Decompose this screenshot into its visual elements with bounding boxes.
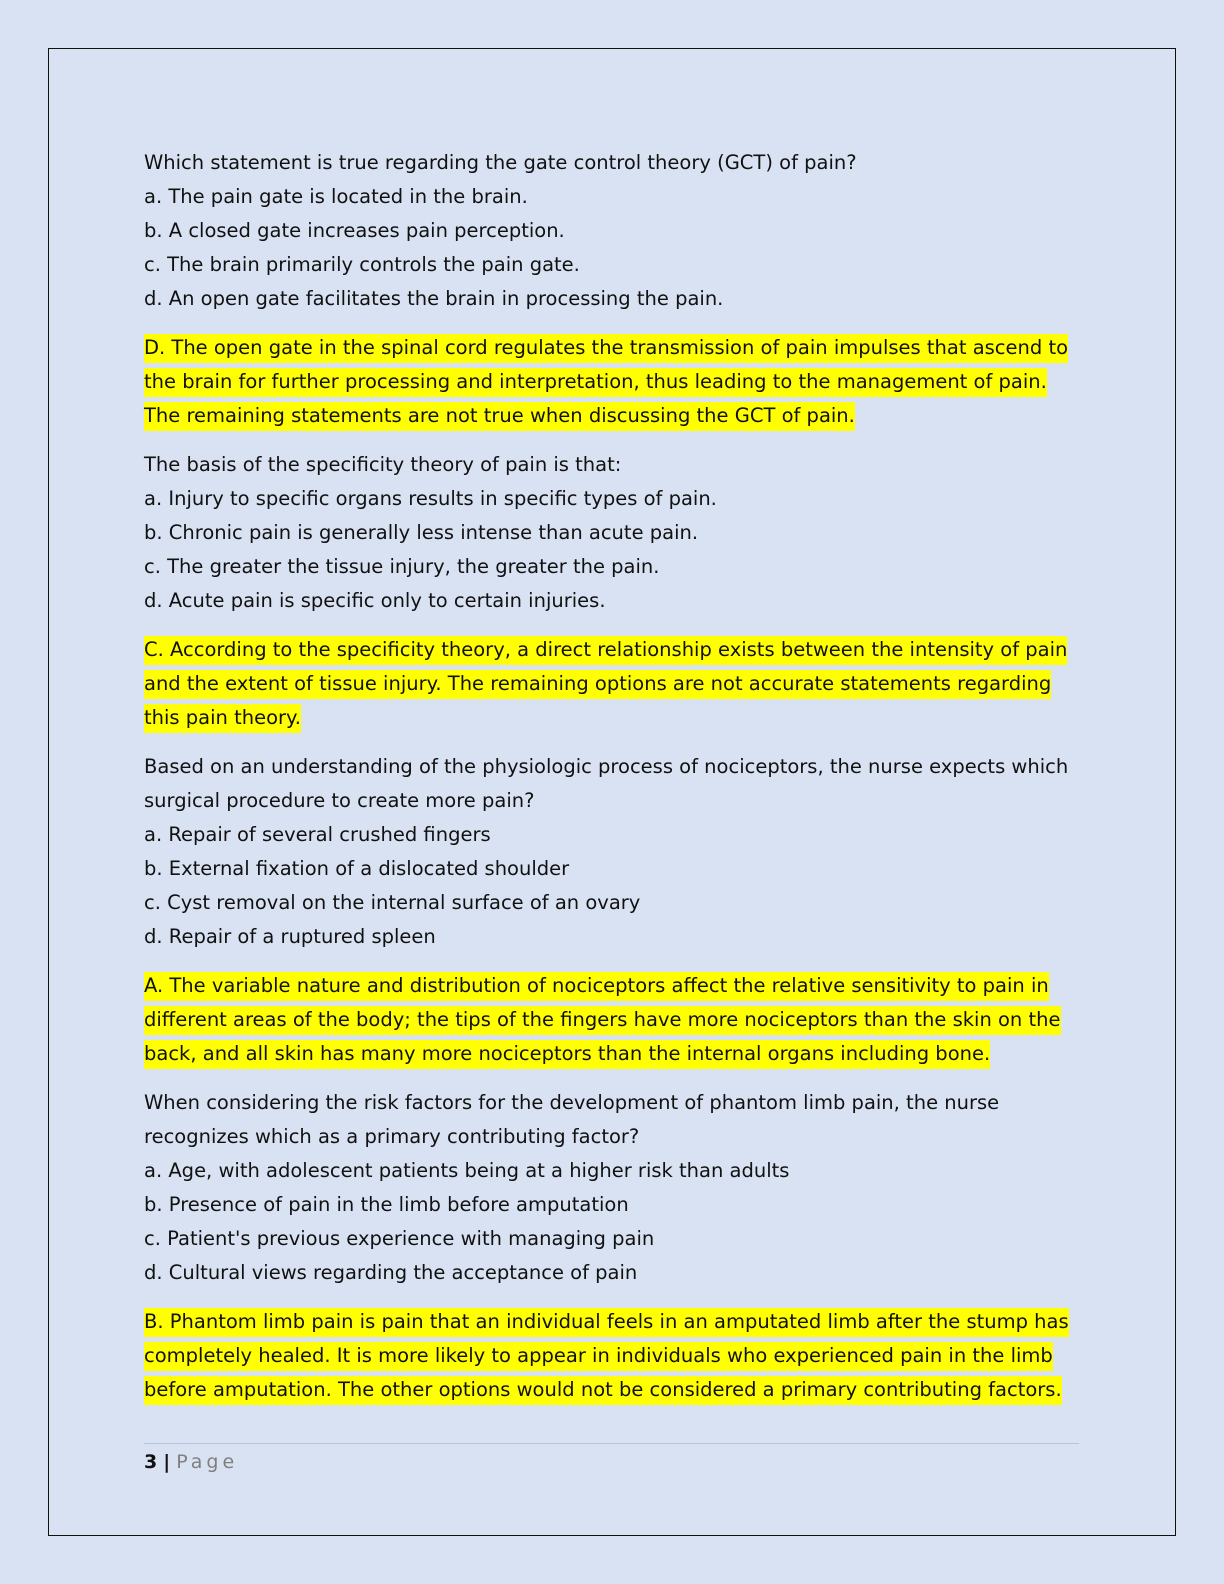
- answer-line: D. The open gate in the spinal cord regulates the transmission of pain impulses that ascend to: [144, 334, 1068, 363]
- question-stem: When considering the risk factors for the development of phantom limb pain, the nurse: [144, 1091, 1000, 1114]
- answer-line: this pain theory.: [144, 704, 301, 733]
- option-b: b. A closed gate increases pain perception.: [144, 219, 565, 242]
- option-a: a. Repair of several crushed fingers: [144, 823, 491, 846]
- option-d: d. An open gate facilitates the brain in processing the pain.: [144, 287, 724, 310]
- question-stem: Based on an understanding of the physiologic process of nociceptors, the nurse expects which: [144, 755, 1069, 778]
- answer-line: back, and all skin has many more nociceptors than the internal organs including bone.: [144, 1040, 990, 1069]
- question-stem-continued: surgical procedure to create more pain?: [144, 789, 535, 812]
- page-label: Page: [176, 1451, 239, 1473]
- answer-block: [144, 969, 1079, 1071]
- question-stem: The basis of the specificity theory of pain is that:: [144, 453, 622, 476]
- answer-line: A. The variable nature and distribution of nociceptors affect the relative sensitivity to pain in: [144, 972, 1049, 1001]
- option-b: b. Chronic pain is generally less intense than acute pain.: [144, 521, 699, 544]
- option-c: c. Patient's previous experience with managing pain: [144, 1227, 655, 1250]
- question-stem-continued: recognizes which as a primary contributing factor?: [144, 1125, 640, 1148]
- answer-block: [144, 331, 1079, 433]
- answer-line: The remaining statements are not true when discussing the GCT of pain.: [144, 402, 855, 431]
- page-footer: [144, 1448, 1079, 1476]
- answer-block: [144, 633, 1079, 735]
- option-b: b. Presence of pain in the limb before amputation: [144, 1193, 629, 1216]
- option-d: d. Acute pain is specific only to certain injuries.: [144, 589, 606, 612]
- answer-line: completely healed. It is more likely to appear in individuals who experienced pain in the limb: [144, 1342, 1053, 1371]
- question-block: [144, 146, 1079, 316]
- option-a: a. The pain gate is located in the brain.: [144, 185, 528, 208]
- option-b: b. External fixation of a dislocated shoulder: [144, 857, 570, 880]
- question-block: [144, 448, 1079, 618]
- option-a: a. Injury to specific organs results in specific types of pain.: [144, 487, 717, 510]
- answer-block: [144, 1305, 1079, 1407]
- option-a: a. Age, with adolescent patients being at a higher risk than adults: [144, 1159, 790, 1182]
- footer-divider: [144, 1443, 1079, 1444]
- question-block: [144, 750, 1079, 954]
- footer-separator: |: [163, 1451, 171, 1473]
- answer-line: B. Phantom limb pain is pain that an individual feels in an amputated limb after the stump has: [144, 1308, 1069, 1337]
- page-number: 3: [144, 1451, 158, 1473]
- option-c: c. The greater the tissue injury, the greater the pain.: [144, 555, 660, 578]
- answer-line: and the extent of tissue injury. The remaining options are not accurate statements regarding: [144, 670, 1051, 699]
- answer-line: different areas of the body; the tips of the fingers have more nociceptors than the skin on the: [144, 1006, 1061, 1035]
- answer-line: C. According to the specificity theory, a direct relationship exists between the intensity of pain: [144, 636, 1067, 665]
- option-d: d. Repair of a ruptured spleen: [144, 925, 436, 948]
- answer-line: the brain for further processing and interpretation, thus leading to the management of pain.: [144, 368, 1047, 397]
- question-stem: Which statement is true regarding the gate control theory (GCT) of pain?: [144, 151, 857, 174]
- option-c: c. Cyst removal on the internal surface of an ovary: [144, 891, 641, 914]
- question-block: [144, 1086, 1079, 1290]
- option-c: c. The brain primarily controls the pain gate.: [144, 253, 580, 276]
- option-d: d. Cultural views regarding the acceptance of pain: [144, 1261, 638, 1284]
- answer-line: before amputation. The other options would not be considered a primary contributing factors.: [144, 1376, 1062, 1405]
- document-content: [144, 146, 1079, 1422]
